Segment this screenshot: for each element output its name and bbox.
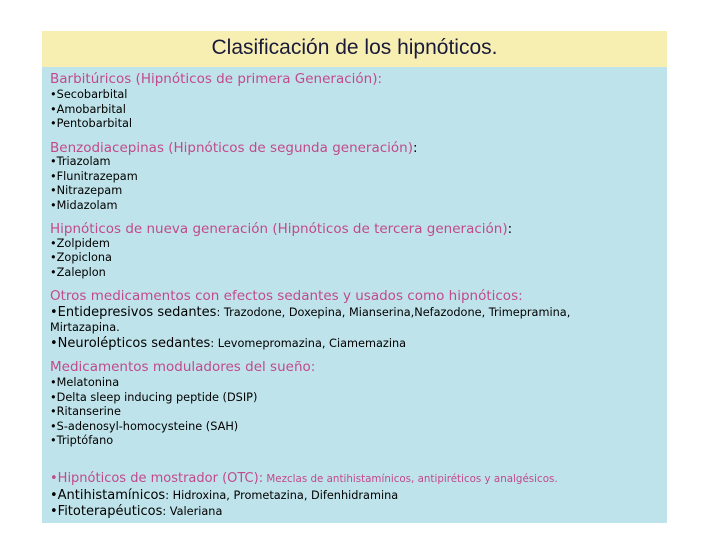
neurolepticos-line bbox=[50, 336, 406, 351]
list-item: •Melatonina bbox=[50, 376, 120, 389]
heading-nueva-generacion-colon: : bbox=[507, 221, 513, 237]
mostrador-text: Mezclas de antihistamínicos, antipiréticos y analgésicos. bbox=[263, 473, 558, 485]
heading-nueva-generacion-text: Hipnóticos de nueva generación (Hipnóticos de tercera generación) bbox=[50, 221, 508, 237]
antihistaminicos-line bbox=[50, 488, 398, 503]
heading-moduladores: Medicamentos moduladores del sueño: bbox=[50, 359, 316, 375]
list-item: •Zopiclona bbox=[50, 251, 112, 264]
list-item: •Triazolam bbox=[50, 155, 111, 168]
list-item: •Triptófano bbox=[50, 434, 114, 447]
heading-benzodiacepinas bbox=[50, 140, 418, 156]
entidepresivos-label: •Entidepresivos sedantes bbox=[50, 305, 217, 320]
entidepresivos-continuation: Mirtazapina. bbox=[50, 321, 120, 334]
list-item: •Delta sleep inducing peptide (DSIP) bbox=[50, 391, 258, 404]
mostrador-line bbox=[50, 471, 558, 486]
list-item: •Amobarbital bbox=[50, 103, 126, 116]
list-item: •Pentobarbital bbox=[50, 117, 133, 130]
heading-barbituricos-colon: : bbox=[377, 71, 383, 87]
fitoterapeuticos-text: : Valeriana bbox=[162, 505, 223, 518]
heading-nueva-generacion bbox=[50, 221, 512, 237]
neurolepticos-label: •Neurolépticos sedantes bbox=[50, 336, 211, 351]
list-item: •Zaleplon bbox=[50, 266, 106, 279]
slide-title: Clasificación de los hipnóticos. bbox=[211, 36, 498, 59]
neurolepticos-text: : Levomepromazina, Ciamemazina bbox=[210, 337, 407, 350]
antihistaminicos-text: : Hidroxina, Prometazina, Difenhidramina bbox=[165, 489, 399, 502]
slide bbox=[42, 31, 667, 523]
entidepresivos-text: : Trazodone, Doxepina, Mianserina,Nefazodone, Trimepramina, bbox=[216, 306, 571, 319]
list-item: •Midazolam bbox=[50, 199, 118, 212]
fitoterapeuticos-label: •Fitoterapéuticos bbox=[50, 504, 163, 519]
list-item: •Secobarbital bbox=[50, 88, 128, 101]
heading-barbituricos bbox=[50, 71, 382, 87]
heading-benzodiacepinas-text: Benzodiacepinas (Hipnóticos de segunda generación) bbox=[50, 140, 414, 156]
mostrador-label: •Hipnóticos de mostrador (OTC): bbox=[50, 471, 264, 486]
list-item: •Zolpidem bbox=[50, 237, 110, 250]
antihistaminicos-label: •Antihistamínicos bbox=[50, 488, 166, 503]
heading-barbituricos-text: Barbitúricos (Hipnóticos de primera Generación) bbox=[50, 71, 378, 87]
list-item: •Nitrazepam bbox=[50, 184, 123, 197]
list-item: •Ritanserine bbox=[50, 405, 121, 418]
title-bar bbox=[42, 31, 667, 67]
fitoterapeuticos-line bbox=[50, 504, 222, 519]
entidepresivos-line bbox=[50, 305, 570, 320]
list-item: •Flunitrazepam bbox=[50, 170, 138, 183]
list-item: •S-adenosyl-homocysteine (SAH) bbox=[50, 420, 239, 433]
heading-otros: Otros medicamentos con efectos sedantes y usados como hipnóticos: bbox=[50, 288, 523, 304]
heading-benzodiacepinas-colon: : bbox=[413, 140, 418, 156]
